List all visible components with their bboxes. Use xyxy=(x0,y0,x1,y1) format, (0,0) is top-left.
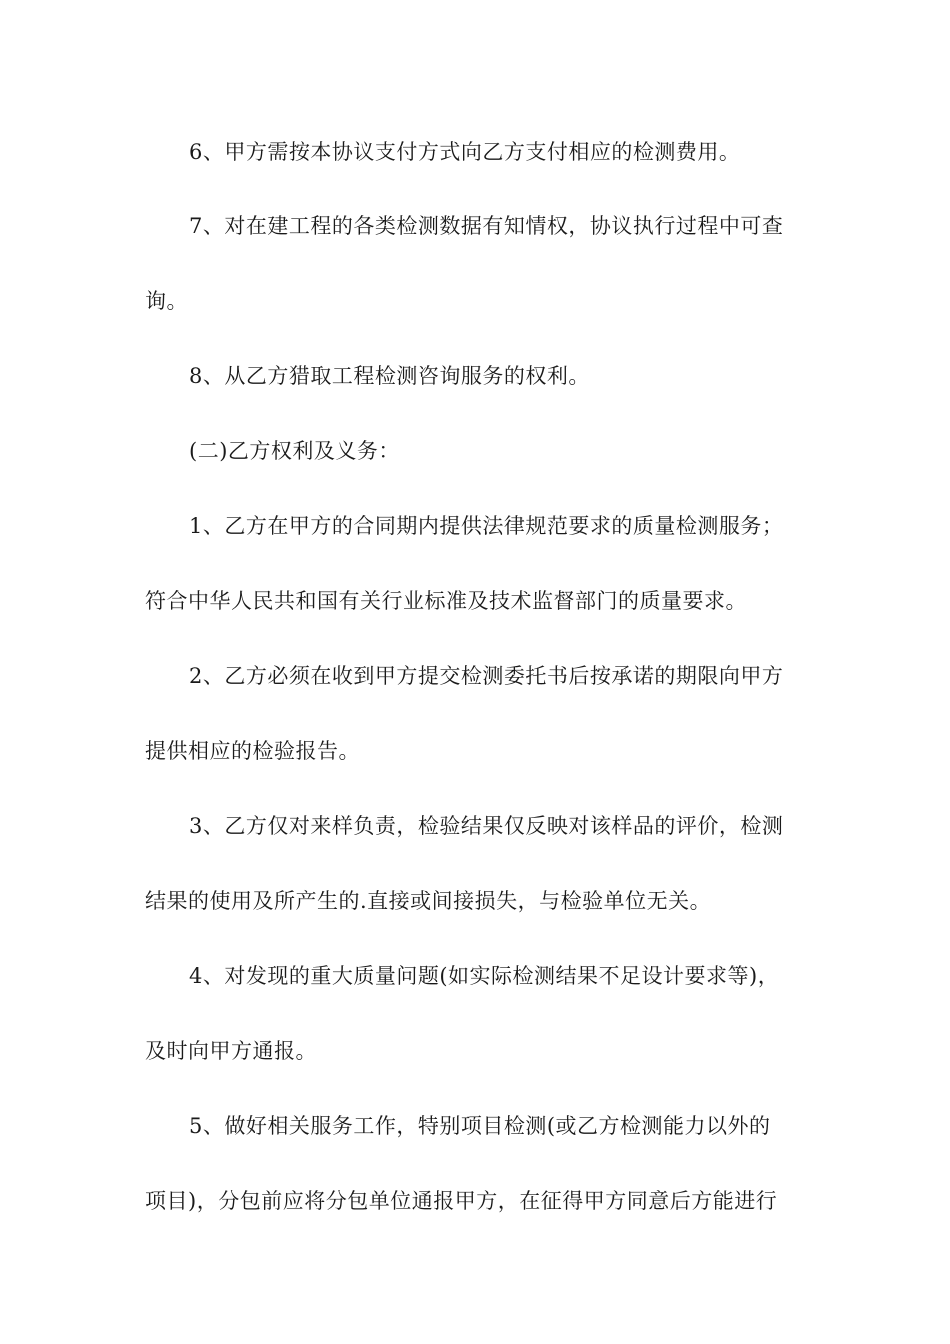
text-line: 2、乙方必须在收到甲方提交检测委托书后按承诺的期限向甲方 xyxy=(189,664,784,688)
text-line: 提供相应的检验报告。 xyxy=(145,739,360,763)
section-heading: (二)乙方权利及义务： xyxy=(189,439,400,463)
text-line: 5、做好相关服务工作，特别项目检测(或乙方检测能力以外的 xyxy=(189,1114,771,1138)
text-line: 6、甲方需按本协议支付方式向乙方支付相应的检测费用。 xyxy=(189,140,741,164)
text-line: 询。 xyxy=(145,289,188,313)
text-line: 项目)，分包前应将分包单位通报甲方，在征得甲方同意后方能进行 xyxy=(145,1189,778,1213)
text-line: 及时向甲方通报。 xyxy=(145,1039,317,1063)
text-line: 8、从乙方猎取工程检测咨询服务的权利。 xyxy=(189,364,590,388)
text-line: 4、对发现的重大质量问题(如实际检测结果不足设计要求等)， xyxy=(189,964,780,988)
text-line: 3、乙方仅对来样负责，检验结果仅反映对该样品的评价，检测 xyxy=(189,814,784,838)
text-line: 符合中华人民共和国有关行业标准及技术监督部门的质量要求。 xyxy=(145,589,747,613)
text-line: 1、乙方在甲方的合同期内提供法律规范要求的质量检测服务； xyxy=(189,514,784,538)
text-line: 7、对在建工程的各类检测数据有知情权，协议执行过程中可查 xyxy=(189,214,784,238)
text-line: 结果的使用及所产生的.直接或间接损失，与检验单位无关。 xyxy=(145,889,712,913)
